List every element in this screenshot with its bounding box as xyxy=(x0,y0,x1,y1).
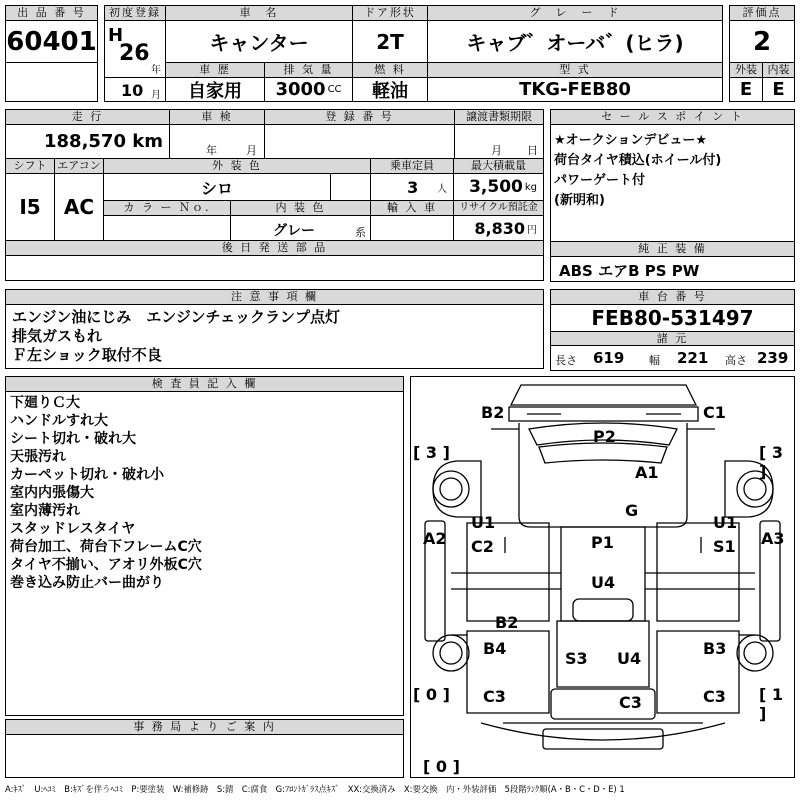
mark-u1-right: U1 xyxy=(713,513,738,532)
first-reg-year-cell xyxy=(104,20,166,78)
capacity-cell xyxy=(370,173,454,201)
max-load-label: 最大積載量 xyxy=(453,158,544,174)
chassis-number: FEB80-531497 xyxy=(550,304,795,332)
mark-b3: B3 xyxy=(703,639,727,658)
score: 2 xyxy=(729,20,795,63)
grade-label: グ レ ー ド xyxy=(427,5,723,21)
width: 221 xyxy=(677,349,709,367)
recycle: 8,830 xyxy=(474,218,525,238)
inspector-line: 室内内張傷大 xyxy=(10,485,94,501)
note-line: Ｆ左ショック取付不良 xyxy=(12,346,162,364)
mark-a1: A1 xyxy=(635,463,659,482)
office-label: 事 務 局 よ り ご 案 内 xyxy=(5,719,404,735)
history-label: 車 歴 xyxy=(165,62,265,78)
transfer-day-unit: 日 xyxy=(527,144,538,157)
mark-p1: P1 xyxy=(591,533,614,552)
reg-no xyxy=(264,124,455,159)
max-load-cell xyxy=(453,173,544,201)
later-parts xyxy=(5,255,544,281)
ext-color-extra xyxy=(330,173,371,201)
lot-no: 60401 xyxy=(5,20,98,63)
inspector-line: ハンドルすれ大 xyxy=(10,413,108,429)
length-label: 長さ xyxy=(555,354,577,367)
tire-tread-rear-right: [ 1 ] xyxy=(759,685,784,723)
ac: AC xyxy=(54,173,104,241)
inspector-line: 下廻りＣ大 xyxy=(10,395,80,411)
mark-g: G xyxy=(625,501,639,520)
tire-tread-rear-left: [ 0 ] xyxy=(413,685,450,704)
int-color-cell xyxy=(230,215,371,241)
recycle-label: リサイクル預託金 xyxy=(453,200,544,216)
tire-rear-right xyxy=(737,635,773,671)
first-reg-month-cell xyxy=(104,77,166,102)
door: 2T xyxy=(352,20,428,63)
mark-b4: B4 xyxy=(483,639,507,658)
mark-s3: S3 xyxy=(565,649,588,668)
first-reg-label: 初度登録 xyxy=(104,5,166,21)
inspector-line: カーペット切れ・破れ小 xyxy=(10,467,164,483)
mark-c3-right: C3 xyxy=(703,687,726,706)
car-name: キャンター xyxy=(165,20,353,63)
exterior-score: E xyxy=(729,77,763,102)
inspector-line: 室内薄汚れ xyxy=(10,503,80,519)
displacement-unit: CC xyxy=(327,84,342,95)
ac-label: エアコン xyxy=(54,158,104,174)
grade: キャブ゛オーバ゛(ヒラ) xyxy=(427,20,723,63)
inspection-year-unit: 年 xyxy=(206,144,217,157)
sales-point-line: ★オークションデビュー★ xyxy=(554,133,708,148)
transfer-label: 譲渡書類期限 xyxy=(454,109,544,125)
history: 自家用 xyxy=(165,77,265,102)
score-label: 評価点 xyxy=(729,5,795,21)
inspector-line: 荷台加工、荷台下フレームC穴 xyxy=(10,539,202,555)
transfer-cell xyxy=(454,124,544,159)
int-color: グレー xyxy=(273,223,315,239)
model: TKG-FEB80 xyxy=(427,77,723,102)
inspector-line: シート切れ・破れ大 xyxy=(10,431,136,447)
first-reg-era: H xyxy=(108,25,124,46)
color-no-label: カ ラ ー Ｎｏ. xyxy=(103,200,231,216)
first-reg-month: 10 xyxy=(121,81,144,100)
first-reg-year-unit: 年 xyxy=(151,65,161,76)
spare-tire xyxy=(543,729,663,749)
mark-s1: S1 xyxy=(713,537,736,556)
mark-u4-mid: U4 xyxy=(591,573,616,592)
cab-rear-outline xyxy=(511,385,696,405)
length: 619 xyxy=(593,349,625,367)
displacement-label: 排 気 量 xyxy=(264,62,353,78)
damage-diagram xyxy=(410,376,795,778)
inspector-line: 天張汚れ xyxy=(10,449,66,465)
tire-tread-front-left: [ 3 ] xyxy=(413,443,450,462)
first-reg-month-unit: 月 xyxy=(151,90,161,101)
tire-front-left xyxy=(433,471,469,507)
mark-a3: A3 xyxy=(761,529,785,548)
tire-tread-spare: [ 0 ] xyxy=(423,757,460,776)
height: 239 xyxy=(757,349,789,367)
reg-no-label: 登 録 番 号 xyxy=(264,109,455,125)
mileage: 188,570 xyxy=(44,131,126,152)
import-cell xyxy=(370,215,454,241)
mark-b2-mid: B2 xyxy=(495,613,519,632)
exterior-label: 外装 xyxy=(729,62,763,78)
displacement-cell xyxy=(264,77,353,102)
int-color-unit: 系 xyxy=(355,226,366,239)
mileage-cell xyxy=(5,124,170,159)
note-line: 排気ガスもれ xyxy=(12,327,103,345)
tire-tread-front-right: [ 3 ] xyxy=(759,443,784,481)
displacement: 3000 xyxy=(275,79,326,100)
width-label: 幅 xyxy=(649,354,660,367)
model-label: 型 式 xyxy=(427,62,723,78)
chassis-label: 車 台 番 号 xyxy=(550,289,795,305)
lot-no-empty xyxy=(5,62,98,102)
capacity-unit: 人 xyxy=(437,183,447,195)
mark-c1-top: C1 xyxy=(703,403,726,422)
legend: A:ｷｽﾞ U:ﾍｺﾐ B:ｷｽﾞを伴うﾍｺﾐ P:要塗装 W:補修跡 S:錆 C:腐食 G:ﾌﾛﾝﾄｶﾞﾗｽ点ｷｽﾞ XX:交換済み X:要交換 内・外装評価 5段階ﾗﾝｸ順(A・B・C・D・E) 1 xyxy=(5,784,625,794)
inspector-line: 巻き込み防止バー曲がり xyxy=(10,575,164,591)
sales-point-line: パワーゲート付 xyxy=(554,173,646,188)
capacity-label: 乗車定員 xyxy=(370,158,454,174)
ext-color: シロ xyxy=(103,173,331,201)
sales-points xyxy=(550,124,795,242)
max-load-unit: kg xyxy=(524,181,537,193)
fuel-label: 燃 料 xyxy=(352,62,428,78)
height-label: 高さ xyxy=(725,354,747,367)
inspection-label: 車 検 xyxy=(169,109,265,125)
mark-c2: C2 xyxy=(471,537,494,556)
recycle-unit: 円 xyxy=(527,224,537,236)
mark-b2-top: B2 xyxy=(481,403,505,422)
mileage-label: 走 行 xyxy=(5,109,170,125)
equipment-label: 純 正 装 備 xyxy=(550,241,795,257)
mark-u4-low: U4 xyxy=(617,649,642,668)
interior-score: E xyxy=(762,77,795,102)
door-label: ドア形状 xyxy=(352,5,428,21)
lot-no-label: 出 品 番 号 xyxy=(5,5,98,21)
sales-points-label: セ ー ル ス ポ イ ン ト xyxy=(550,109,795,125)
import-label: 輸 入 車 xyxy=(370,200,454,216)
recycle-cell xyxy=(453,215,544,241)
fuel: 軽油 xyxy=(352,77,428,102)
mark-p2: P2 xyxy=(593,427,616,446)
sales-point-line: (新明和) xyxy=(554,193,605,208)
transfer-month-unit: 月 xyxy=(491,144,502,157)
shift-label: シフト xyxy=(5,158,55,174)
ext-color-label: 外 装 色 xyxy=(103,158,371,174)
car-name-label: 車 名 xyxy=(165,5,353,21)
first-reg-year: 26 xyxy=(119,41,150,66)
capacity: 3 xyxy=(407,177,419,197)
dims-label: 諸 元 xyxy=(550,331,795,346)
later-parts-label: 後 日 発 送 部 品 xyxy=(5,240,544,256)
mileage-unit: km xyxy=(132,131,163,152)
shift: I5 xyxy=(5,173,55,241)
note-line: エンジン油にじみ エンジンチェックランプ点灯 xyxy=(12,308,341,326)
max-load: 3,500 xyxy=(469,177,523,197)
mark-u1-left: U1 xyxy=(471,513,496,532)
int-color-label: 内 装 色 xyxy=(230,200,371,216)
mark-a2: A2 xyxy=(423,529,447,548)
interior-label: 内装 xyxy=(762,62,795,78)
mark-c3-left: C3 xyxy=(483,687,506,706)
mark-c3-mid: C3 xyxy=(619,693,642,712)
inspector-label: 検 査 員 記 入 欄 xyxy=(5,376,404,392)
dims-row xyxy=(550,345,795,371)
inspection-month-unit: 月 xyxy=(246,144,257,157)
notes-label: 注 意 事 項 欄 xyxy=(5,289,544,305)
color-no xyxy=(103,215,231,241)
inspector-line: タイヤ不揃い、アオリ外板C穴 xyxy=(10,557,202,573)
tire-rear-left xyxy=(433,635,469,671)
notes xyxy=(5,304,544,369)
office-notice xyxy=(5,734,404,778)
equipment: ABS エアB PS PW xyxy=(550,256,795,282)
bed-outline xyxy=(467,631,549,713)
inspection-cell xyxy=(169,124,265,159)
inspector-line: スタッドレスタイヤ xyxy=(10,521,136,537)
inspector-notes xyxy=(5,391,404,716)
sales-point-line: 荷台タイヤ積込(ホイール付) xyxy=(554,153,722,168)
